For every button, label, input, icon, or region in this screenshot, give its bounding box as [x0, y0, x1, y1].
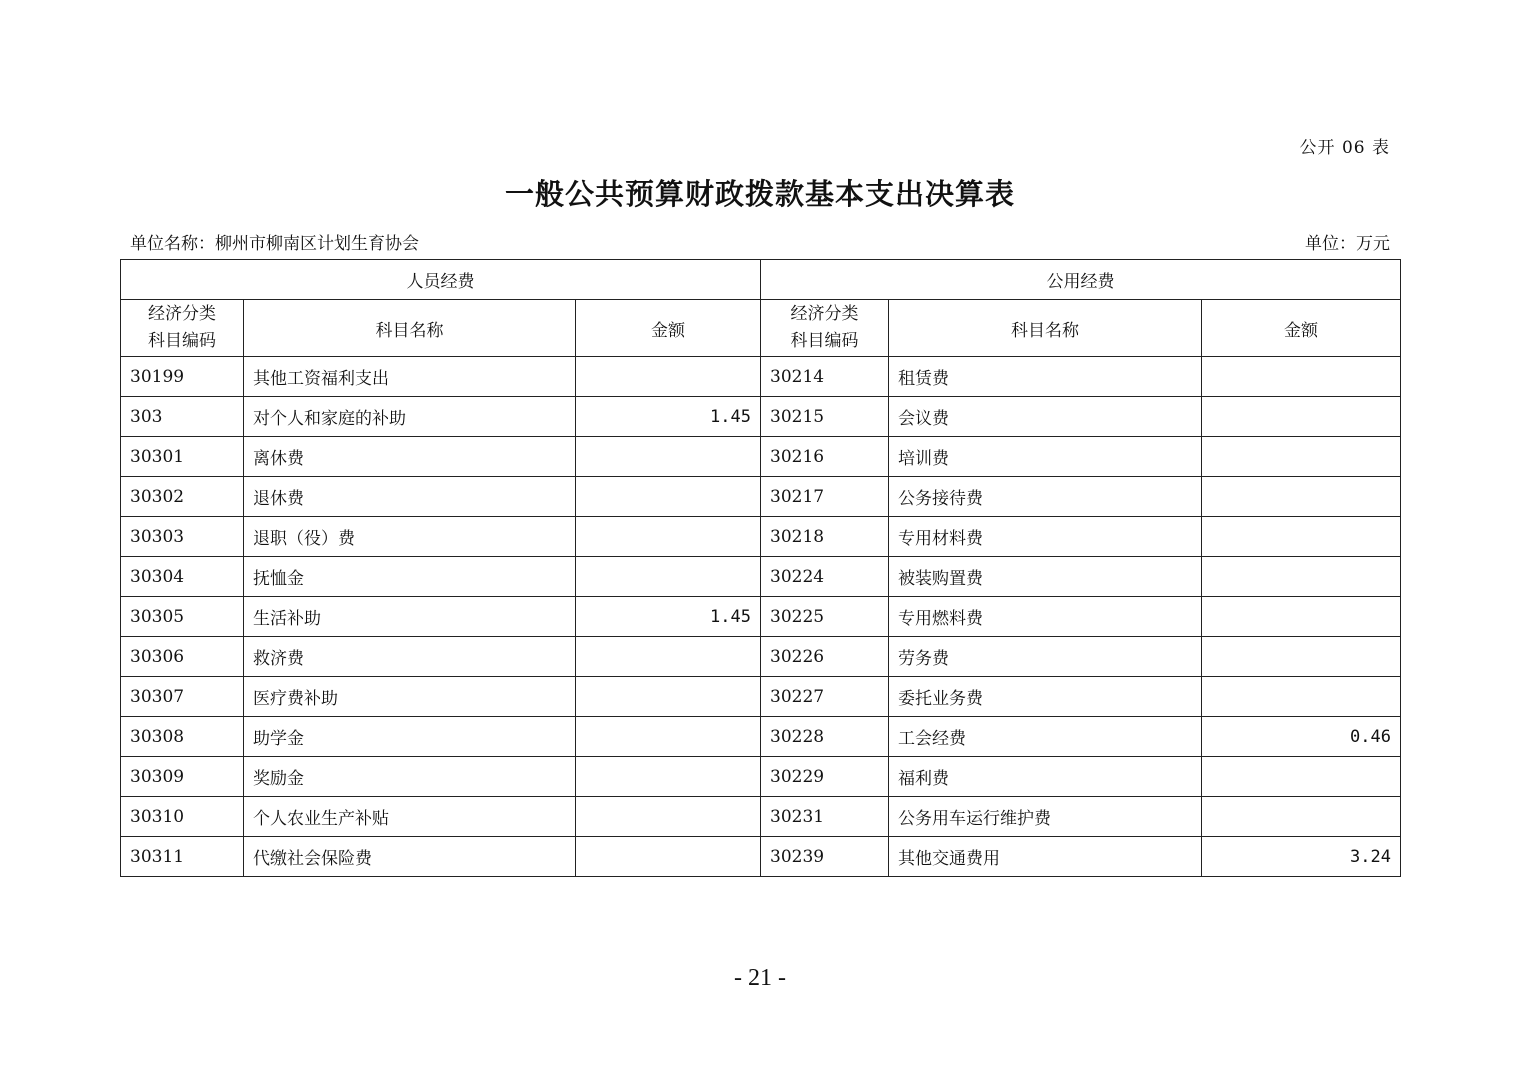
public-amount-cell: 0.46 [1202, 717, 1401, 757]
table-row [121, 477, 1401, 517]
table-row [121, 677, 1401, 717]
table-row [121, 837, 1401, 877]
personnel-name-cell: 生活补助 [244, 597, 576, 637]
personnel-amount-cell [576, 437, 761, 477]
personnel-amount-cell [576, 797, 761, 837]
personnel-amount-header: 金额 [576, 300, 761, 357]
personnel-code-cell: 30310 [121, 797, 244, 837]
personnel-code-cell: 30303 [121, 517, 244, 557]
table-row [121, 557, 1401, 597]
personnel-code-header [121, 300, 244, 357]
public-amount-header: 金额 [1202, 300, 1401, 357]
personnel-amount-cell: 1.45 [576, 597, 761, 637]
public-amount-cell [1202, 437, 1401, 477]
column-header-row [121, 300, 1401, 357]
table-row [121, 397, 1401, 437]
public-amount-cell [1202, 797, 1401, 837]
personnel-name-cell: 医疗费补助 [244, 677, 576, 717]
personnel-amount-cell [576, 517, 761, 557]
personnel-name-cell: 退职（役）费 [244, 517, 576, 557]
table-row [121, 357, 1401, 397]
personnel-name-cell: 救济费 [244, 637, 576, 677]
code-header-line1: 经济分类 [790, 304, 859, 324]
personnel-code-cell: 30308 [121, 717, 244, 757]
personnel-name-cell: 其他工资福利支出 [244, 357, 576, 397]
personnel-name-cell: 个人农业生产补贴 [244, 797, 576, 837]
table-row [121, 757, 1401, 797]
code-header-line2: 科目编码 [790, 331, 859, 351]
table-row [121, 437, 1401, 477]
public-name-cell: 培训费 [889, 437, 1202, 477]
public-code-cell: 30226 [761, 637, 889, 677]
org-name: 单位名称：柳州市柳南区计划生育协会 [130, 234, 419, 254]
public-code-cell: 30218 [761, 517, 889, 557]
personnel-name-cell: 助学金 [244, 717, 576, 757]
personnel-code-cell: 30304 [121, 557, 244, 597]
public-code-header [761, 300, 889, 357]
personnel-amount-cell [576, 717, 761, 757]
public-name-cell: 工会经费 [889, 717, 1202, 757]
personnel-amount-cell [576, 357, 761, 397]
personnel-name-cell: 离休费 [244, 437, 576, 477]
form-number: 公开 06 表 [1299, 138, 1390, 158]
group-personnel-header: 人员经费 [121, 260, 761, 300]
personnel-name-cell: 奖励金 [244, 757, 576, 797]
personnel-code-cell: 30302 [121, 477, 244, 517]
public-name-cell: 专用材料费 [889, 517, 1202, 557]
personnel-amount-cell [576, 557, 761, 597]
code-header-line2: 科目编码 [148, 331, 216, 351]
personnel-amount-cell [576, 637, 761, 677]
public-amount-cell [1202, 397, 1401, 437]
public-amount-cell [1202, 557, 1401, 597]
personnel-code-cell: 30306 [121, 637, 244, 677]
personnel-code-cell: 30199 [121, 357, 244, 397]
public-code-cell: 30231 [761, 797, 889, 837]
personnel-code-cell: 30307 [121, 677, 244, 717]
personnel-code-cell: 303 [121, 397, 244, 437]
public-code-cell: 30215 [761, 397, 889, 437]
public-name-cell: 公务接待费 [889, 477, 1202, 517]
personnel-amount-cell [576, 757, 761, 797]
personnel-code-cell: 30301 [121, 437, 244, 477]
table-row [121, 597, 1401, 637]
public-code-cell: 30227 [761, 677, 889, 717]
public-name-cell: 会议费 [889, 397, 1202, 437]
public-name-cell: 租赁费 [889, 357, 1202, 397]
public-amount-cell [1202, 677, 1401, 717]
page-number: - 21 - [734, 965, 786, 991]
public-code-cell: 30217 [761, 477, 889, 517]
public-name-cell: 福利费 [889, 757, 1202, 797]
table-row [121, 797, 1401, 837]
public-code-cell: 30216 [761, 437, 889, 477]
public-code-cell: 30239 [761, 837, 889, 877]
personnel-amount-cell [576, 477, 761, 517]
public-amount-cell [1202, 477, 1401, 517]
public-code-cell: 30214 [761, 357, 889, 397]
personnel-amount-cell [576, 677, 761, 717]
public-amount-cell [1202, 357, 1401, 397]
table-row [121, 517, 1401, 557]
personnel-code-cell: 30305 [121, 597, 244, 637]
public-name-cell: 专用燃料费 [889, 597, 1202, 637]
public-name-cell: 劳务费 [889, 637, 1202, 677]
personnel-name-cell: 对个人和家庭的补助 [244, 397, 576, 437]
public-code-cell: 30229 [761, 757, 889, 797]
personnel-name-header: 科目名称 [244, 300, 576, 357]
public-name-cell: 委托业务费 [889, 677, 1202, 717]
public-amount-cell [1202, 637, 1401, 677]
public-amount-cell [1202, 597, 1401, 637]
personnel-name-cell: 退休费 [244, 477, 576, 517]
table-row [121, 637, 1401, 677]
page-title: 一般公共预算财政拨款基本支出决算表 [504, 177, 1015, 211]
public-amount-cell: 3.24 [1202, 837, 1401, 877]
public-name-cell: 被装购置费 [889, 557, 1202, 597]
personnel-name-cell: 代缴社会保险费 [244, 837, 576, 877]
personnel-name-cell: 抚恤金 [244, 557, 576, 597]
public-code-cell: 30224 [761, 557, 889, 597]
unit-label: 单位：万元 [1305, 234, 1390, 254]
public-code-cell: 30228 [761, 717, 889, 757]
group-header-row [121, 260, 1401, 300]
personnel-code-cell: 30309 [121, 757, 244, 797]
group-public-header: 公用经费 [761, 260, 1401, 300]
public-name-header: 科目名称 [889, 300, 1202, 357]
public-amount-cell [1202, 757, 1401, 797]
personnel-code-cell: 30311 [121, 837, 244, 877]
public-name-cell: 其他交通费用 [889, 837, 1202, 877]
budget-table [120, 259, 1401, 877]
table-row [121, 717, 1401, 757]
public-name-cell: 公务用车运行维护费 [889, 797, 1202, 837]
public-amount-cell [1202, 517, 1401, 557]
code-header-line1: 经济分类 [148, 304, 216, 324]
unit-line [130, 229, 1390, 254]
personnel-amount-cell: 1.45 [576, 397, 761, 437]
personnel-amount-cell [576, 837, 761, 877]
public-code-cell: 30225 [761, 597, 889, 637]
